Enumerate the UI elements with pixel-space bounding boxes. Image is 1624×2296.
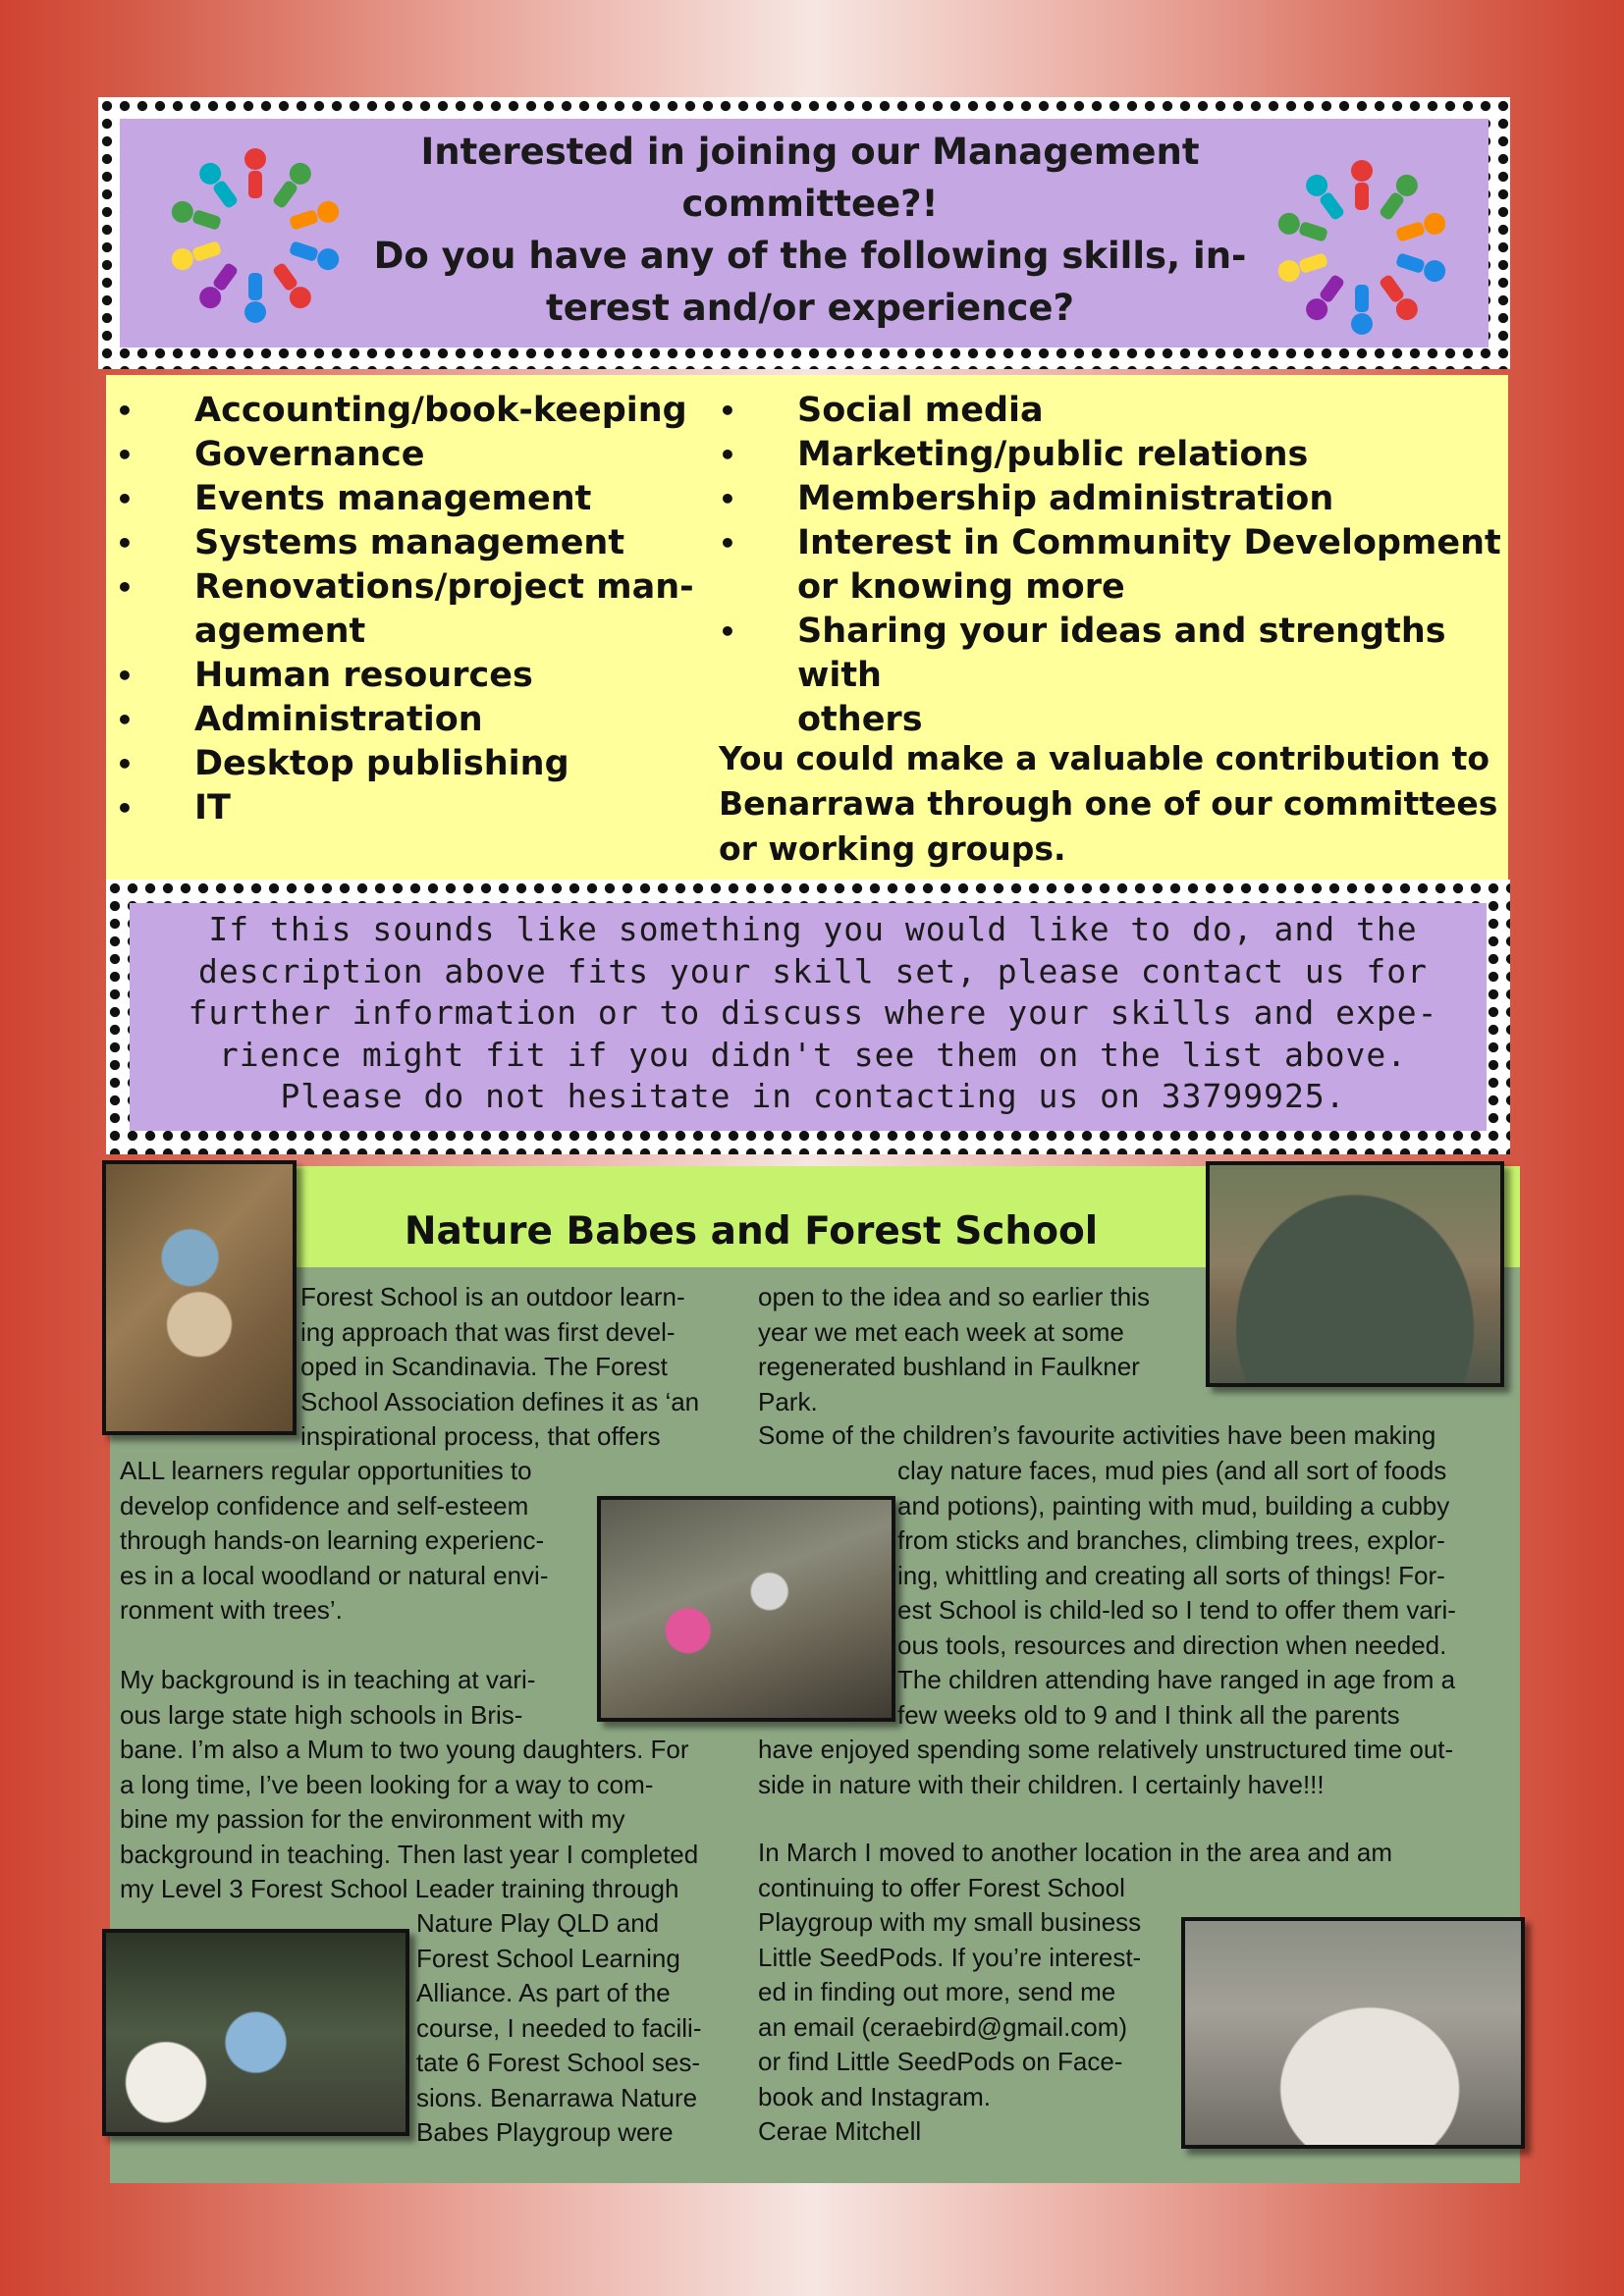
contact-line: description above fits your skill set, please contact us for [197, 951, 1429, 990]
text-line: open to the idea and so earlier this [758, 1282, 1150, 1311]
text-line: Forest School Learning [416, 1943, 680, 1973]
people-ring-icon [1264, 157, 1460, 339]
skill-item: • Interest in Community Development [719, 521, 1504, 565]
skill-item: • Membership administration [719, 477, 1504, 521]
text-line: book and Instagram. [758, 2081, 992, 2111]
text-line: bine my passion for the environment with my [120, 1804, 625, 1834]
text-line: Babes Playgroup were [416, 2117, 674, 2147]
contact-line: Please do not hesitate in contacting us on 33799925. [280, 1077, 1346, 1115]
text-line: ed in finding out more, send me [758, 1977, 1116, 2006]
text-line: sions. Benarrawa Nature [416, 2082, 698, 2112]
header-title-line: Do you have any of the following skills, in- [373, 235, 1247, 277]
article-title: Nature Babes and Forest School [404, 1209, 1099, 1254]
text-line: side in nature with their children. I certainly have!!! [758, 1769, 1325, 1799]
text-line: ing approach that was first devel- [300, 1316, 676, 1347]
contact-line: rience might fit if you didn't see them on the list above. [218, 1035, 1408, 1074]
header-title-line: committee?! [681, 183, 939, 225]
skill-item: • Sharing your ideas and strengths with [719, 610, 1504, 698]
text-line: ing, whittling and creating all sorts of things! For- [897, 1560, 1445, 1590]
text-line: an email (ceraebird@gmail.com) [758, 2011, 1128, 2042]
skill-item: • Human resources [116, 654, 705, 698]
skill-item: • Governance [116, 433, 705, 477]
text-line: ous large state high schools in Bris- [120, 1699, 523, 1730]
skill-item: • Marketing/public relations [719, 433, 1504, 477]
photo-tree-climbing [597, 1496, 895, 1722]
text-line: est School is child-led so I tend to offer them vari- [897, 1595, 1456, 1625]
text-line: through hands-on learning experienc- [120, 1525, 545, 1555]
text-line: ALL learners regular opportunities to [120, 1456, 532, 1485]
text-line: and potions), painting with mud, building a cubby [897, 1490, 1450, 1521]
header-title [353, 126, 1267, 334]
text-line: course, I needed to facili- [416, 2012, 702, 2043]
text-line: The children attending have ranged in age from a [897, 1665, 1456, 1694]
text-line: tate 6 Forest School ses- [416, 2048, 701, 2077]
text-line: Nature Play QLD and [416, 1908, 660, 1938]
text-line: Park. [758, 1386, 818, 1416]
article-col2-part1 [758, 1280, 1190, 1419]
text-line: year we met each week at some [758, 1316, 1124, 1347]
text-line: continuing to offer Forest School [758, 1872, 1125, 1902]
contact-line: If this sounds like something you would like to do, and the [208, 910, 1418, 948]
contribution-line: or working groups. [719, 829, 1066, 868]
header-title-line: Interested in joining our Management [420, 131, 1200, 173]
text-line: Little SeedPods. If you’re interest- [758, 1942, 1142, 1972]
text-line: background in teaching. Then last year I completed [120, 1839, 699, 1869]
text-line: or find Little SeedPods on Face- [758, 2047, 1123, 2076]
contact-text [135, 909, 1490, 1118]
text-line: ronment with trees’. [120, 1595, 343, 1625]
text-line: es in a local woodland or natural envi- [120, 1560, 549, 1590]
author-name: Cerae Mitchell [758, 2116, 922, 2146]
photo-group-circle [1206, 1161, 1504, 1387]
article-col1-part2 [120, 1454, 591, 1629]
contact-line: further information or to discuss where your skills and expe- [188, 993, 1438, 1032]
text-line: In March I moved to another location in the area and am [758, 1838, 1393, 1867]
contribution-line: You could make a valuable contribution to [719, 739, 1490, 777]
contribution-text [719, 736, 1504, 872]
skill-item: • Accounting/book-keeping [116, 389, 705, 433]
text-line: Forest School is an outdoor learn- [300, 1282, 685, 1311]
skill-item: • Desktop publishing [116, 742, 705, 786]
text-line: clay nature faces, mud pies (and all sort of foods [897, 1456, 1447, 1485]
header-title-line: terest and/or experience? [546, 287, 1074, 329]
text-line: School Association defines it as ‘an [300, 1386, 700, 1416]
skill-item: • Administration [116, 698, 705, 742]
contribution-line: Benarrawa through one of our committees [719, 784, 1498, 823]
text-line: oped in Scandinavia. The Forest [300, 1352, 668, 1381]
text-line: My background is in teaching at vari- [120, 1665, 536, 1694]
skill-item: • Systems management [116, 521, 705, 565]
article-col1-part5 [416, 1906, 750, 2151]
article-col2-part2 [758, 1418, 1514, 1454]
skill-item: • Social media [719, 389, 1504, 433]
text-line: a long time, I’ve been looking for a way to com- [120, 1769, 654, 1799]
text-line: regenerated bushland in Faulkner [758, 1352, 1140, 1381]
photo-group-sitting [102, 1929, 409, 2136]
photo-child-ground [102, 1160, 297, 1435]
skill-item-continuation: or knowing more [797, 567, 1125, 607]
text-line: Some of the children’s favourite activities have been making [758, 1420, 1436, 1450]
text-line: inspirational process, that offers [300, 1421, 661, 1451]
skills-list-right [719, 389, 1504, 742]
text-line: have enjoyed spending some relatively unstructured time out- [758, 1735, 1454, 1764]
article-col1-part4 [120, 1733, 748, 1907]
skill-item: • Renovations/project man- [116, 565, 705, 610]
skill-item: • IT [116, 786, 705, 830]
article-col1-part1 [300, 1280, 732, 1455]
skill-item-continuation: others [797, 700, 923, 739]
article-col2-part4 [758, 1733, 1514, 1802]
text-line: ous tools, resources and direction when needed. [897, 1629, 1447, 1660]
text-line: my Level 3 Forest School Leader training through [120, 1874, 679, 1903]
skill-item: • Events management [116, 477, 705, 521]
text-line: Alliance. As part of the [416, 1978, 671, 2007]
text-line: develop confidence and self-esteem [120, 1490, 529, 1521]
skill-item-continuation: agement [194, 612, 366, 651]
text-line: Playgroup with my small business [758, 1907, 1142, 1937]
article-col2-part5 [758, 1836, 1514, 2150]
text-line: from sticks and branches, climbing trees, explor- [897, 1525, 1445, 1555]
people-ring-icon [157, 145, 353, 327]
text-line: bane. I’m also a Mum to two young daughters. For [120, 1735, 689, 1764]
article-col1-part3 [120, 1663, 591, 1733]
article-col2-part3 [897, 1454, 1511, 1733]
text-line: few weeks old to 9 and I think all the parents [897, 1699, 1400, 1730]
skills-list-left [116, 389, 705, 830]
